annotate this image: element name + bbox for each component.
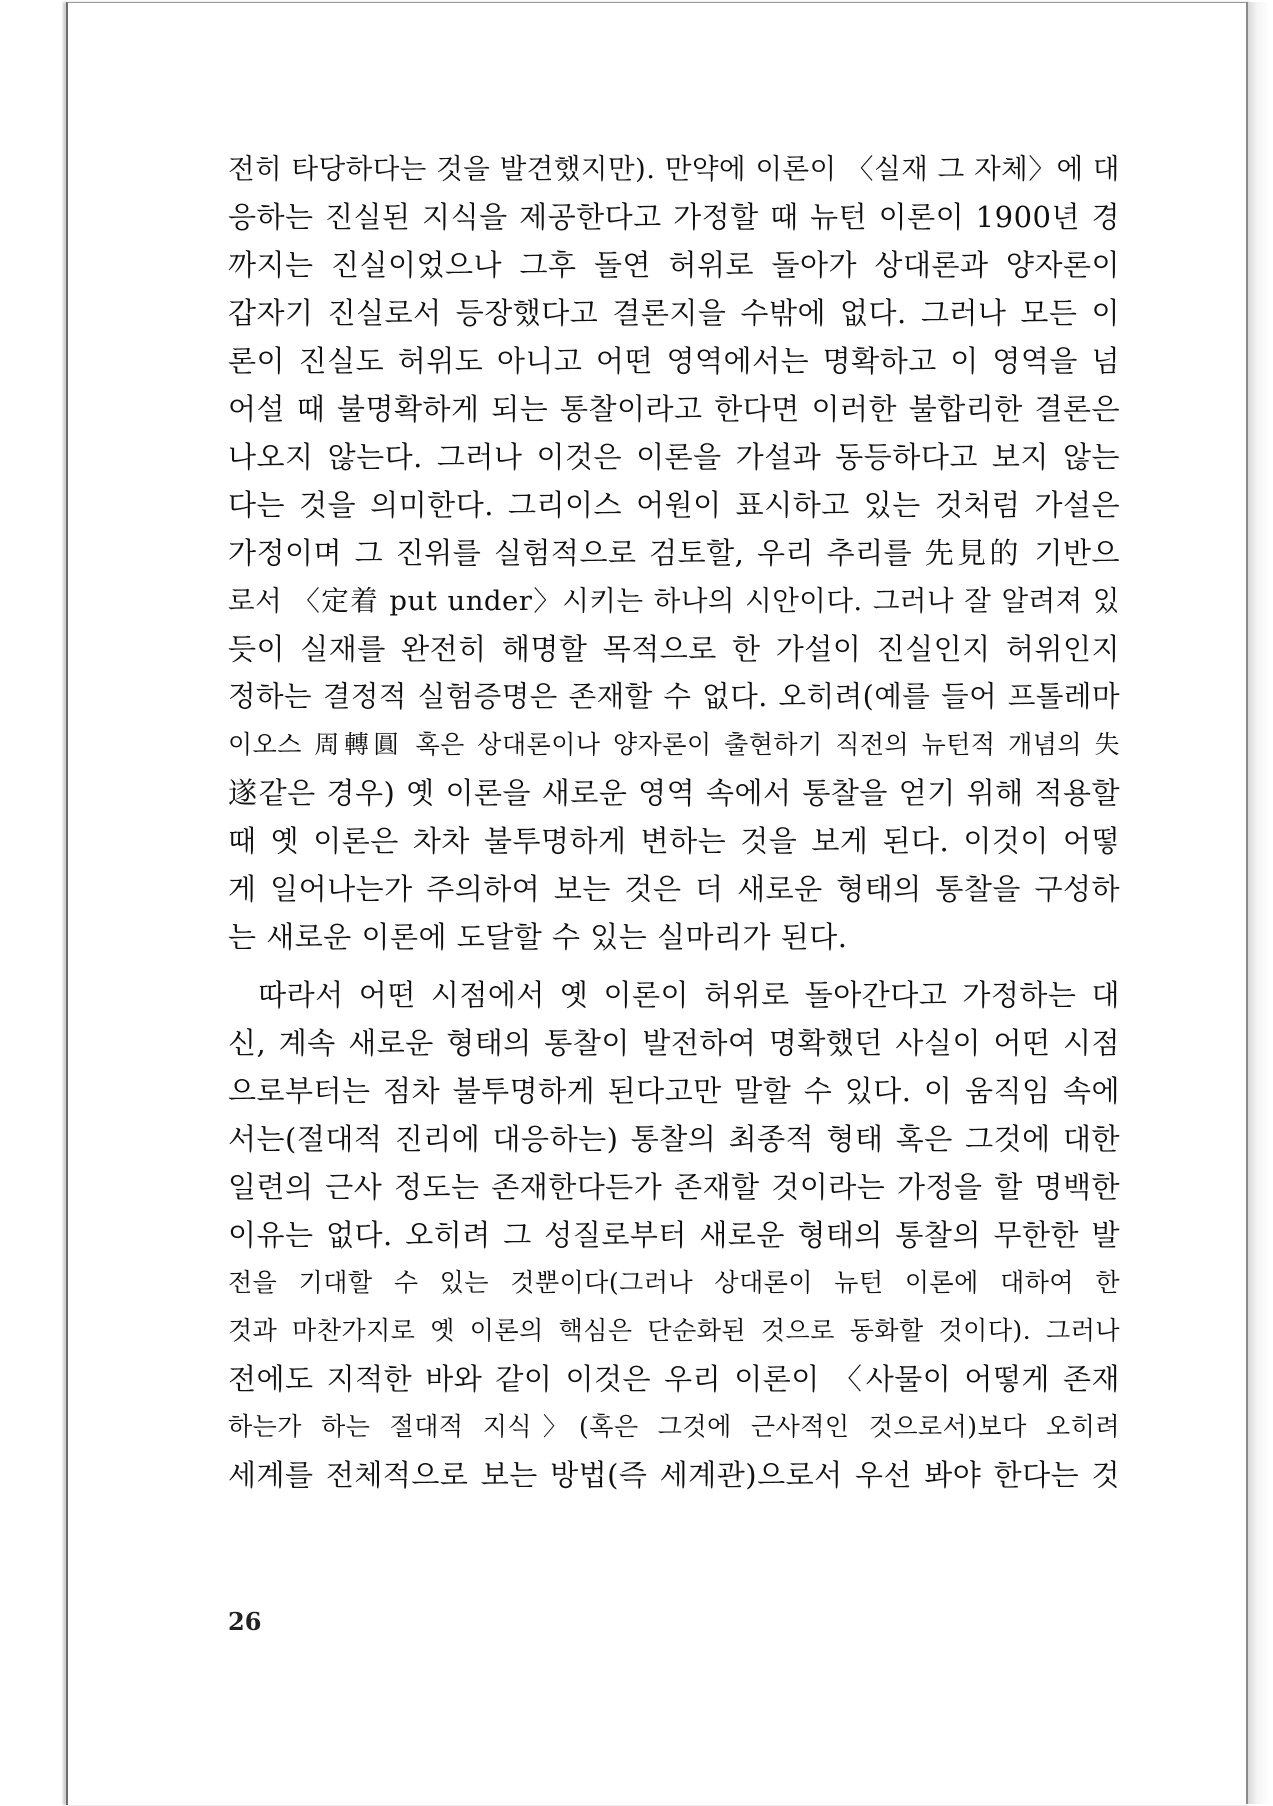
text-line: 이유는 없다. 오히려 그 성질로부터 새로운 형태의 통찰의 무한한 발 (228, 1218, 1120, 1252)
text-line: 가정이며 그 진위를 실험적으로 검토할, 우리 추리를 先見的 기반으 (228, 536, 1120, 570)
text-line: 까지는 진실이었으나 그후 돌연 허위로 돌아가 상대론과 양자론이 (228, 248, 1120, 282)
text-line: 일련의 근사 정도는 존재한다든가 존재할 것이라는 가정을 할 명백한 (228, 1170, 1120, 1204)
text-line: 어설 때 불명확하게 되는 통찰이라고 한다면 이러한 불합리한 결론은 (228, 392, 1120, 426)
text-line: 다는 것을 의미한다. 그리이스 어원이 표시하고 있는 것처럼 가설은 (228, 488, 1120, 522)
page-number: 26 (228, 1607, 262, 1636)
text-line: 하는가 하는 절대적 지식〉(혹은 그것에 근사적인 것으로서)보다 오히려 (228, 1412, 1120, 1441)
text-line: 으로부터는 점차 불투명하게 된다고만 말할 수 있다. 이 움직임 속에 (228, 1074, 1120, 1108)
body-text (228, 145, 1120, 1499)
text-line: 것과 마찬가지로 옛 이론의 핵심은 단순화된 것으로 동화할 것이다). 그러나 (228, 1316, 1120, 1345)
text-line: 응하는 진실된 지식을 제공한다고 가정할 때 뉴턴 이론이 1900년 경 (228, 200, 1120, 234)
page-edge (1246, 2, 1270, 1804)
text-line: 듯이 실재를 완전히 해명할 목적으로 한 가설이 진실인지 허위인지 (228, 632, 1120, 666)
text-line: 전에도 지적한 바와 같이 이것은 우리 이론이 〈사물이 어떻게 존재 (228, 1362, 1120, 1396)
text-line: 갑자기 진실로서 등장했다고 결론지을 수밖에 없다. 그러나 모든 이 (228, 296, 1120, 330)
paragraph-1 (228, 145, 1120, 961)
paragraph-2 (228, 971, 1120, 1499)
text-line: 론이 진실도 허위도 아니고 어떤 영역에서는 명확하고 이 영역을 넘 (228, 344, 1120, 378)
text-line: 따라서 어떤 시점에서 옛 이론이 허위로 돌아간다고 가정하는 대 (228, 978, 1120, 1012)
text-line: 때 옛 이론은 차차 불투명하게 변하는 것을 보게 된다. 이것이 어떻 (228, 824, 1120, 858)
text-line: 로서 〈定着 put under〉시키는 하나의 시안이다. 그러나 잘 알려져 있 (228, 585, 1120, 617)
text-line: 전히 타당하다는 것을 발견했지만). 만약에 이론이 〈실재 그 자체〉에 대 (228, 153, 1120, 185)
text-line: 遂같은 경우) 옛 이론을 새로운 영역 속에서 통찰을 얻기 위해 적용할 (228, 776, 1120, 810)
text-line: 게 일어나는가 주의하여 보는 것은 더 새로운 형태의 통찰을 구성하 (228, 872, 1120, 906)
text-line: 서는(절대적 진리에 대응하는) 통찰의 최종적 형태 혹은 그것에 대한 (228, 1122, 1120, 1156)
text-line: 이오스 周轉圓 혹은 상대론이나 양자론이 출현하기 직전의 뉴턴적 개념의 失 (228, 730, 1120, 759)
text-line: 정하는 결정적 실험증명은 존재할 수 없다. 오히려(예를 들어 프톨레마 (228, 680, 1120, 713)
text-line: 는 새로운 이론에 도달할 수 있는 실마리가 된다. (228, 920, 848, 954)
text-line: 나오지 않는다. 그러나 이것은 이론을 가설과 동등하다고 보지 않는 (228, 440, 1120, 474)
paragraph-gap (228, 961, 1120, 971)
text-line: 전을 기대할 수 있는 것뿐이다(그러나 상대론이 뉴턴 이론에 대하여 한 (228, 1268, 1120, 1297)
text-line: 세계를 전체적으로 보는 방법(즉 세계관)으로서 우선 봐야 한다는 것 (228, 1458, 1120, 1492)
text-line: 신, 계속 새로운 형태의 통찰이 발전하여 명확했던 사실이 어떤 시점 (228, 1026, 1120, 1060)
